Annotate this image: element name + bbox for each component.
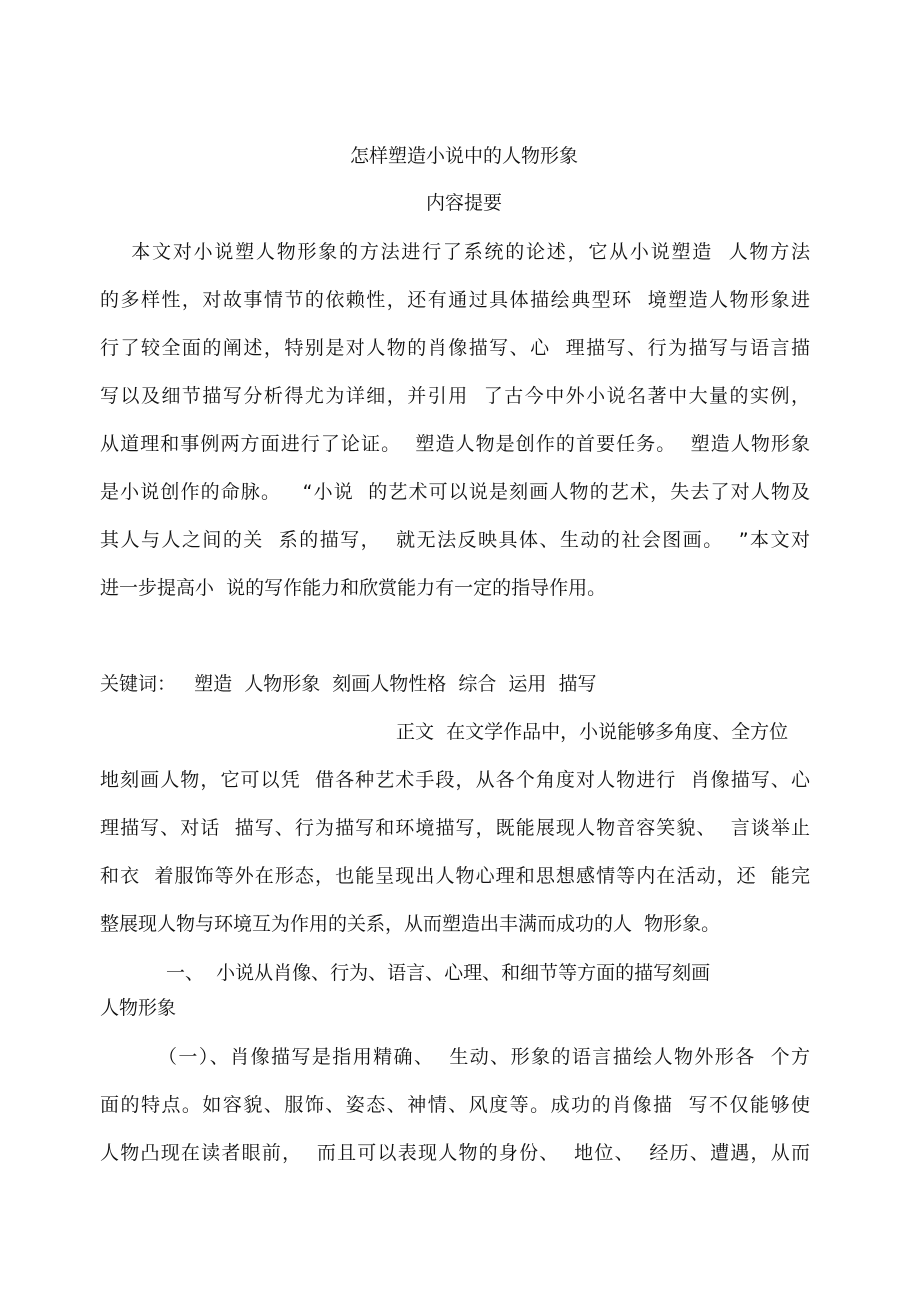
keywords: 关键词： 塑造 人物形象 刻画人物性格 综合 运用 描写: [100, 673, 597, 695]
body-line: 正文 在文学作品中，小说能够多角度、全方位: [396, 721, 789, 743]
abstract-line: 写以及细节描写分析得尤为详细，并引用 了古今中外小说名著中大量的实例，: [100, 385, 810, 407]
abstract-line: 本文对小说塑人物形象的方法进行了系统的论述，它从小说塑造 人物方法: [100, 241, 810, 263]
section-heading-continued: 人物形象: [100, 997, 177, 1019]
body-line: 和衣 着服饰等外在形态，也能呈现出人物心理和思想感情等内在活动，还 能完: [100, 865, 810, 887]
abstract-line: 行了较全面的阐述，特别是对人物的肖像描写、心 理描写、行为描写与语言描: [100, 337, 810, 359]
body-line: 地刻画人物，它可以凭 借各种艺术手段，从各个角度对人物进行 肖像描写、心: [100, 769, 810, 791]
section-line: （一）、肖像描写是指用精确、 生动、形象的语言描绘人物外形各 个方: [158, 1046, 810, 1068]
abstract-line: 其人与人之间的关 系的描写， 就无法反映具体、生动的社会图画。 ”本文对: [100, 529, 810, 551]
section-line: 面的特点。如容貌、服饰、姿态、神情、风度等。成功的肖像描 写不仅能够使: [100, 1094, 810, 1116]
abstract-line: 是小说创作的命脉。 “小说 的艺术可以说是刻画人物的艺术，失去了对人物及: [100, 481, 810, 503]
body-line: 理描写、对话 描写、行为描写和环境描写，既能展现人物音容笑貌、 言谈举止: [100, 817, 810, 839]
document-title: 怎样塑造小说中的人物形象: [349, 145, 578, 167]
abstract-line: 从道理和事例两方面进行了论证。 塑造人物是创作的首要任务。 塑造人物形象: [100, 433, 810, 455]
body-line: 整展现人物与环境互为作用的关系，从而塑造出丰满而成功的人 物形象。: [100, 913, 721, 935]
section-heading: 一、 小说从肖像、行为、语言、心理、和细节等方面的描写刻画: [166, 962, 711, 984]
section-line: 人物凸现在读者眼前， 而且可以表现人物的身份、 地位、 经历、遭遇，从而: [100, 1142, 810, 1164]
abstract-line: 的多样性，对故事情节的依赖性，还有通过具体描绘典型环 境塑造人物形象进: [100, 289, 810, 311]
abstract-line: 进一步提高小 说的写作能力和欣赏能力有一定的指导作用。: [100, 577, 607, 599]
abstract-heading: 内容提要: [425, 192, 502, 214]
